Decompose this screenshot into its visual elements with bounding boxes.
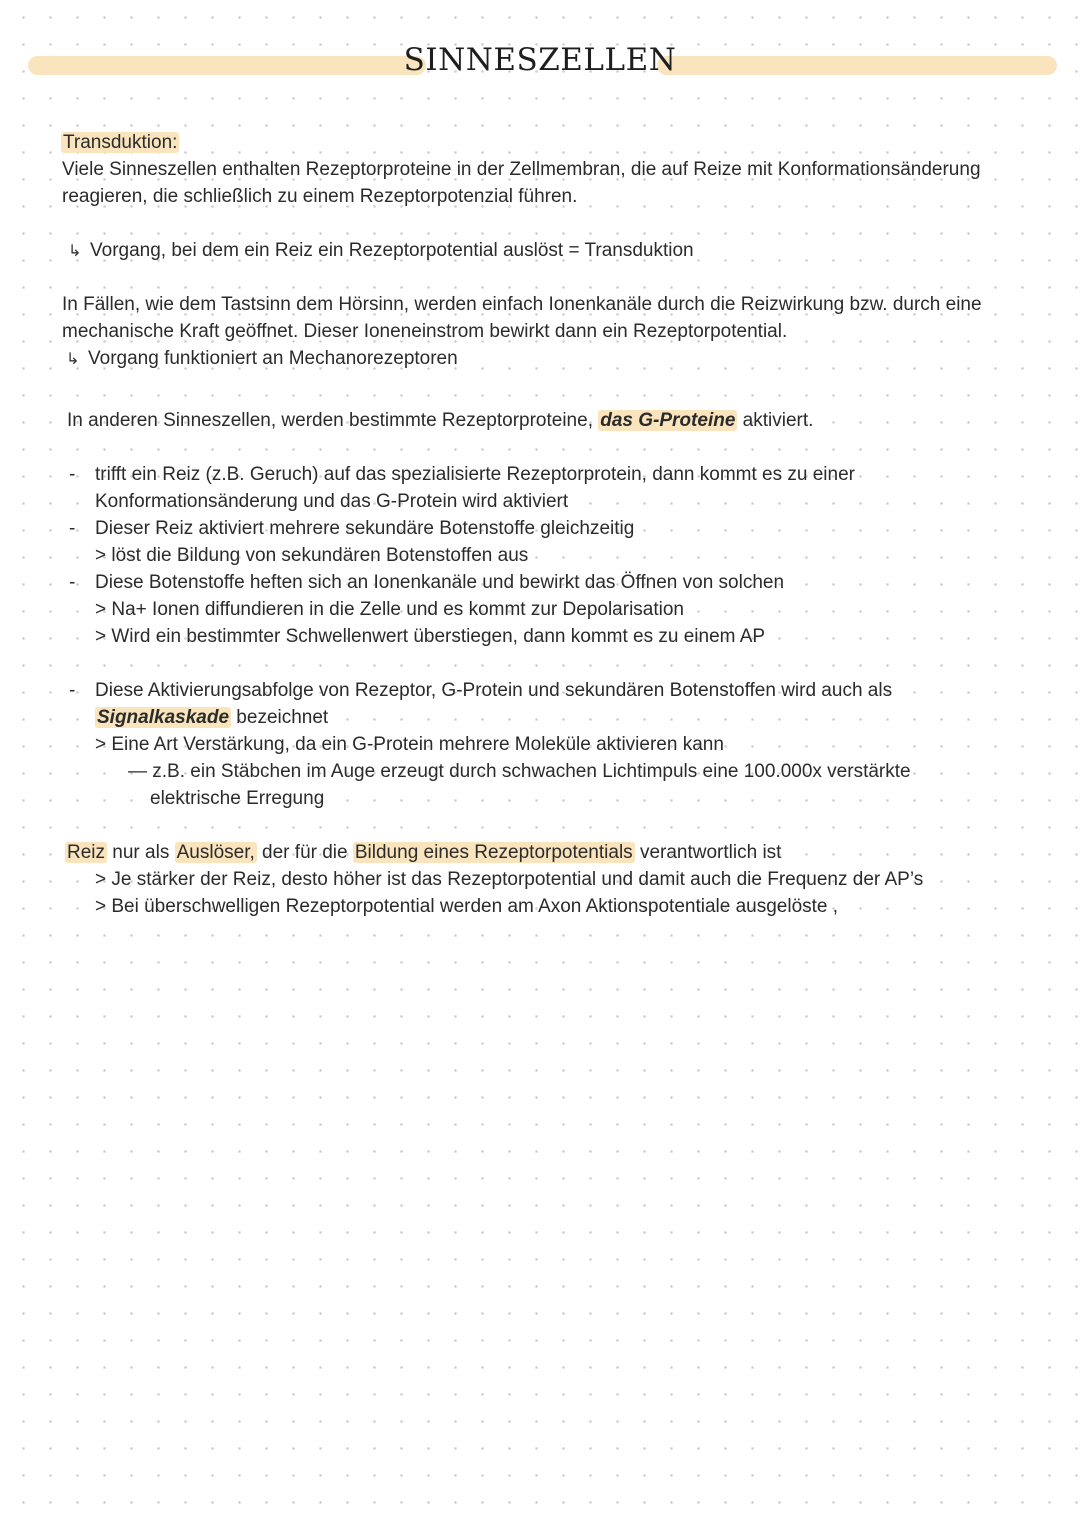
highlight-term: Signalkaskade [97,707,230,728]
highlight-term: das G-Proteine [600,410,736,431]
bullet-line: Diese Botenstoffe heften sich an Ionenkanäle und bewirkt das Öffnen von solchen [95,572,785,593]
sub-point: > löst die Bildung von sekundären Botenstoffen aus [95,545,529,566]
paragraph-line [67,409,813,433]
bullet-dash: - [69,572,76,593]
sub-point: > Je stärker der Reiz, desto höher ist das Rezeptorpotential und damit auch die Frequenz der AP’s [95,869,924,890]
text-span: der für die [256,842,353,863]
bullet-dash: - [69,464,76,485]
bullet-line: Konformationsänderung und das G-Protein wird aktiviert [95,491,569,512]
sub-sub-point: — z.B. ein Stäbchen im Auge erzeugt durch schwachen Lichtimpuls eine 100.000x verstärkte [128,761,911,782]
bullet-line: trifft ein Reiz (z.B. Geruch) auf das spezialisierte Rezeptorprotein, dann kommt es zu einer [95,464,855,485]
bullet-dash: - [69,680,76,701]
sub-point: > Bei überschwelligen Rezeptorpotential werden am Axon Aktionspotentiale ausgelöste , [95,896,839,917]
paragraph-line: Viele Sinneszellen enthalten Rezeptorproteine in der Zellmembran, die auf Reize mit Konformationsänderung [62,159,981,180]
arrow-note-text: Vorgang, bei dem ein Reiz ein Rezeptorpotential auslöst = Transduktion [90,240,694,261]
arrow-note [68,239,694,264]
sub-point: > Eine Art Verstärkung, da ein G-Protein mehrere Moleküle aktivieren kann [95,734,724,755]
text-span: aktiviert. [737,410,814,431]
page-title: SINNESZELLEN [403,42,677,78]
arrow-note-text: Vorgang funktioniert an Mechanorezeptoren [88,348,458,369]
text-span: verantwortlich ist [634,842,782,863]
highlight-term: Reiz [67,842,106,863]
section-heading-transduktion [61,131,179,155]
summary-line [65,841,781,865]
sub-point: > Wird ein bestimmter Schwellenwert überstiegen, dann kommt es zu einem AP [95,626,766,647]
arrow-note [66,347,458,372]
text-span: bezeichnet [231,707,329,728]
arrow-return-icon: ↳ [68,243,82,260]
highlight-term: Auslöser, [176,842,255,863]
paragraph-line: In Fällen, wie dem Tastsinn dem Hörsinn, werden einfach Ionenkanäle durch die Reizwirkung bzw. durch eine [62,294,982,315]
bullet-line: Diese Aktivierungsabfolge von Rezeptor, G-Protein und sekundären Botenstoffen wird auch als [95,680,893,701]
text-span: nur als [107,842,175,863]
bullet-line: Dieser Reiz aktiviert mehrere sekundäre Botenstoffe gleichzeitig [95,518,635,539]
paragraph-line: reagieren, die schließlich zu einem Rezeptorpotenzial führen. [62,186,578,207]
bullet-dash: - [69,518,76,539]
sub-point: > Na+ Ionen diffundieren in die Zelle und es kommt zur Depolarisation [95,599,684,620]
arrow-return-icon: ↳ [66,351,80,368]
sub-sub-point: elektrische Erregung [150,788,325,809]
highlight-term: Bildung eines Rezeptorpotentials [354,842,633,863]
heading-text: Transduktion: [63,132,178,153]
text-span: In anderen Sinneszellen, werden bestimmte Rezeptorproteine, [67,410,599,431]
bullet-line [95,706,328,730]
paragraph-line: mechanische Kraft geöffnet. Dieser Ioneneinstrom bewirkt dann ein Rezeptorpotential. [62,321,788,342]
